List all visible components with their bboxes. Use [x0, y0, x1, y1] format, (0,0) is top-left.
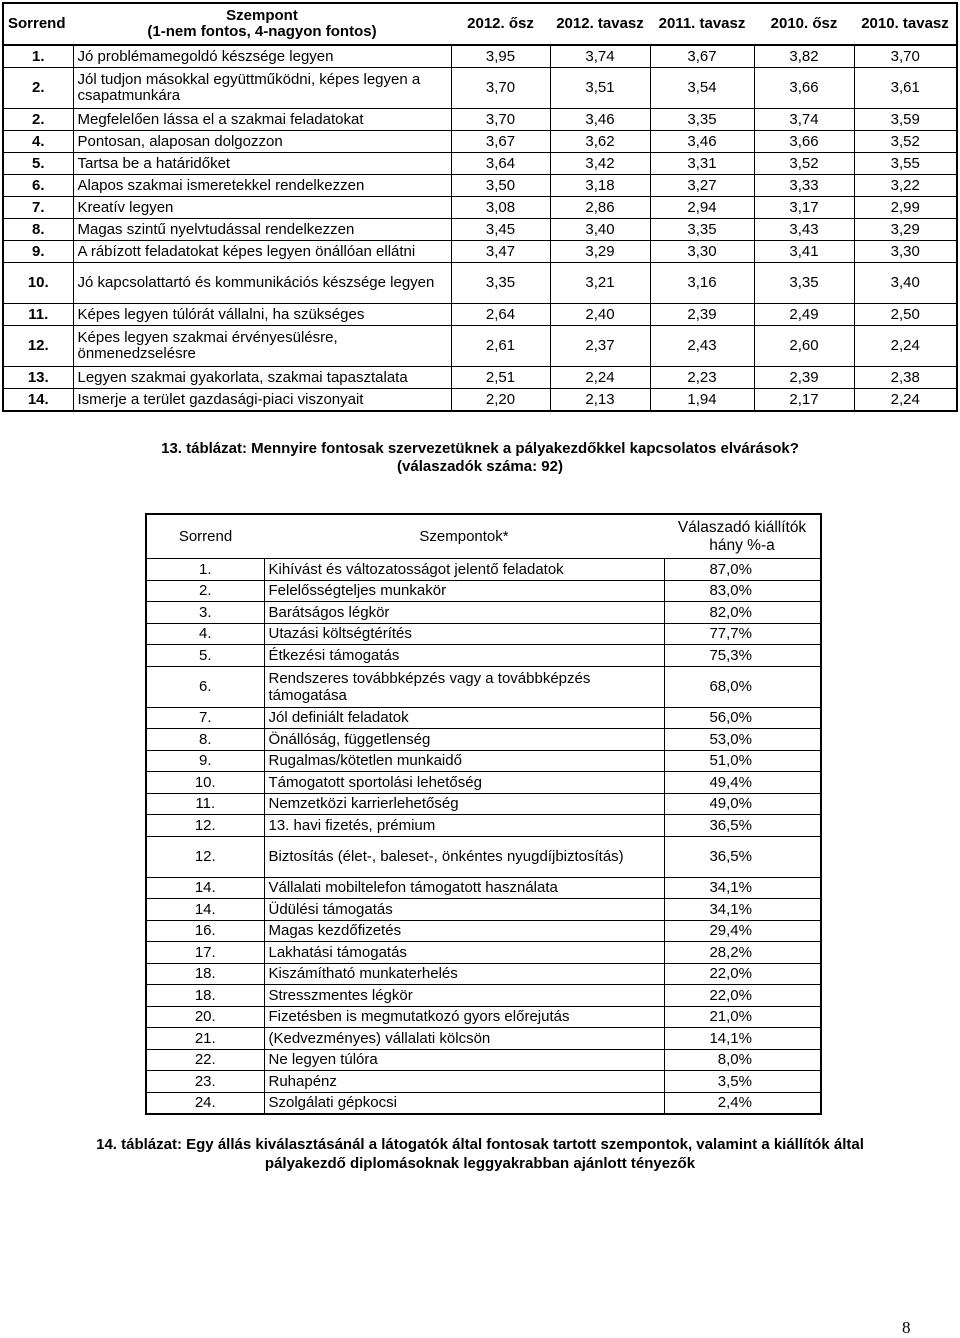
row-rank: 12. [3, 326, 73, 367]
row-rank: 10. [146, 772, 264, 794]
table-row [3, 304, 957, 326]
table-row [146, 559, 821, 581]
row-value: 2,20 [451, 389, 550, 412]
table-row [3, 219, 957, 241]
row-value: 3,22 [854, 175, 957, 197]
row-value: 2,43 [650, 326, 754, 367]
row-value: 2,24 [854, 326, 957, 367]
row-percentage: 34,1% [664, 899, 821, 921]
table-row [3, 241, 957, 263]
row-percentage: 87,0% [664, 559, 821, 581]
row-criterion: Támogatott sportolási lehetőség [264, 772, 664, 794]
row-value: 3,51 [550, 68, 650, 109]
table-row [146, 772, 821, 794]
row-value: 3,70 [451, 109, 550, 131]
table-row [146, 1049, 821, 1071]
page-number: 8 [902, 1318, 911, 1337]
row-value: 3,46 [650, 131, 754, 153]
row-value: 3,29 [854, 219, 957, 241]
table-row [146, 645, 821, 667]
table-row [3, 326, 957, 367]
row-value: 3,59 [854, 109, 957, 131]
row-value: 2,24 [550, 367, 650, 389]
table-row [146, 1071, 821, 1093]
table-row [146, 602, 821, 624]
table-row [146, 666, 821, 707]
row-criterion: Jól tudjon másokkal együttműködni, képes legyen a csapatmunkára [73, 68, 451, 109]
row-rank: 6. [146, 666, 264, 707]
row-percentage: 29,4% [664, 920, 821, 942]
row-rank: 23. [146, 1071, 264, 1093]
table-row [146, 707, 821, 729]
row-value: 3,74 [550, 45, 650, 68]
row-criterion: Ruhapénz [264, 1071, 664, 1093]
row-criterion: Legyen szakmai gyakorlata, szakmai tapasztalata [73, 367, 451, 389]
row-percentage: 2,4% [664, 1092, 821, 1114]
row-percentage: 8,0% [664, 1049, 821, 1071]
row-value: 2,64 [451, 304, 550, 326]
row-value: 2,24 [854, 389, 957, 412]
row-value: 3,82 [754, 45, 854, 68]
row-rank: 14. [3, 389, 73, 412]
row-percentage: 82,0% [664, 602, 821, 624]
row-criterion: A rábízott feladatokat képes legyen önállóan ellátni [73, 241, 451, 263]
row-criterion: Vállalati mobiltelefon támogatott használata [264, 877, 664, 899]
row-value: 3,67 [451, 131, 550, 153]
row-criterion: Magas kezdőfizetés [264, 920, 664, 942]
row-criterion: (Kedvezményes) vállalati kölcsön [264, 1028, 664, 1050]
row-rank: 11. [3, 304, 73, 326]
table-row [146, 580, 821, 602]
row-rank: 18. [146, 985, 264, 1007]
row-value: 3,46 [550, 109, 650, 131]
row-rank: 2. [3, 109, 73, 131]
row-rank: 3. [146, 602, 264, 624]
row-value: 3,35 [754, 263, 854, 304]
table-header-row [3, 3, 957, 45]
row-percentage: 49,4% [664, 772, 821, 794]
row-value: 3,42 [550, 153, 650, 175]
table-row [3, 389, 957, 412]
row-value: 3,47 [451, 241, 550, 263]
row-value: 3,52 [754, 153, 854, 175]
row-rank: 5. [146, 645, 264, 667]
row-rank: 5. [3, 153, 73, 175]
row-rank: 6. [3, 175, 73, 197]
row-value: 2,23 [650, 367, 754, 389]
row-value: 3,17 [754, 197, 854, 219]
header-percentage [664, 514, 821, 559]
row-value: 3,27 [650, 175, 754, 197]
table-row [3, 131, 957, 153]
row-value: 3,21 [550, 263, 650, 304]
row-value: 2,60 [754, 326, 854, 367]
row-rank: 18. [146, 963, 264, 985]
row-criterion: Barátságos légkör [264, 602, 664, 624]
row-value: 2,40 [550, 304, 650, 326]
row-value: 3,35 [451, 263, 550, 304]
header-2010-autumn: 2010. ősz [754, 3, 854, 45]
row-criterion: Képes legyen szakmai érvényesülésre, önmenedzselésre [73, 326, 451, 367]
row-rank: 1. [146, 559, 264, 581]
row-value: 3,66 [754, 68, 854, 109]
header-percentage-line2: hány %-a [709, 536, 775, 554]
table-row [3, 367, 957, 389]
row-criterion: Tartsa be a határidőket [73, 153, 451, 175]
row-percentage: 53,0% [664, 729, 821, 751]
row-value: 3,64 [451, 153, 550, 175]
row-value: 3,35 [650, 219, 754, 241]
header-criterion-line2: (1-nem fontos, 4-nagyon fontos) [147, 23, 377, 40]
row-percentage: 51,0% [664, 750, 821, 772]
row-percentage: 3,5% [664, 1071, 821, 1093]
row-value: 3,41 [754, 241, 854, 263]
row-value: 3,30 [650, 241, 754, 263]
table-row [3, 153, 957, 175]
table-row [146, 623, 821, 645]
row-percentage: 14,1% [664, 1028, 821, 1050]
row-value: 3,33 [754, 175, 854, 197]
table-row [146, 1092, 821, 1114]
row-criterion: Szolgálati gépkocsi [264, 1092, 664, 1114]
row-criterion: Ne legyen túlóra [264, 1049, 664, 1071]
header-2012-autumn: 2012. ősz [451, 3, 550, 45]
row-rank: 14. [146, 877, 264, 899]
row-rank: 4. [3, 131, 73, 153]
row-value: 3,55 [854, 153, 957, 175]
row-rank: 12. [146, 815, 264, 837]
row-criterion: Biztosítás (élet-, baleset-, önkéntes nyugdíjbiztosítás) [264, 836, 664, 877]
table14-caption-line1: 14. táblázat: Egy állás kiválasztásánál a látogatók által fontosak tartott szempontok, valamint a kiállítók által [96, 1136, 864, 1153]
row-rank: 1. [3, 45, 73, 68]
table13-caption: 13. táblázat: Mennyire fontosak szervezetüknek a pályakezdőkkel kapcsolatos elvárások? [161, 440, 799, 457]
table13-caption-sub: (válaszadók száma: 92) [397, 458, 563, 475]
row-value: 3,40 [550, 219, 650, 241]
row-value: 2,37 [550, 326, 650, 367]
row-criterion: Alapos szakmai ismeretekkel rendelkezzen [73, 175, 451, 197]
header-criterion [73, 3, 451, 45]
row-rank: 7. [3, 197, 73, 219]
row-value: 3,61 [854, 68, 957, 109]
row-value: 3,08 [451, 197, 550, 219]
row-value: 3,30 [854, 241, 957, 263]
table-row [146, 899, 821, 921]
table-row [3, 68, 957, 109]
table-row [146, 815, 821, 837]
row-percentage: 28,2% [664, 942, 821, 964]
row-value: 3,45 [451, 219, 550, 241]
row-rank: 14. [146, 899, 264, 921]
row-rank: 22. [146, 1049, 264, 1071]
table-row [146, 1028, 821, 1050]
row-percentage: 68,0% [664, 666, 821, 707]
expectations-table [2, 2, 958, 412]
row-value: 3,43 [754, 219, 854, 241]
row-percentage: 36,5% [664, 836, 821, 877]
row-percentage: 49,0% [664, 793, 821, 815]
row-criterion: 13. havi fizetés, prémium [264, 815, 664, 837]
table-row [146, 877, 821, 899]
row-value: 2,50 [854, 304, 957, 326]
row-value: 3,31 [650, 153, 754, 175]
row-value: 3,74 [754, 109, 854, 131]
row-value: 3,40 [854, 263, 957, 304]
row-rank: 16. [146, 920, 264, 942]
row-criterion: Kiszámítható munkaterhelés [264, 963, 664, 985]
row-criterion: Lakhatási támogatás [264, 942, 664, 964]
row-value: 3,52 [854, 131, 957, 153]
row-value: 3,18 [550, 175, 650, 197]
row-criterion: Jól definiált feladatok [264, 707, 664, 729]
row-percentage: 56,0% [664, 707, 821, 729]
table-row [146, 985, 821, 1007]
row-criterion: Stresszmentes légkör [264, 985, 664, 1007]
row-value: 2,51 [451, 367, 550, 389]
row-percentage: 22,0% [664, 963, 821, 985]
row-rank: 20. [146, 1006, 264, 1028]
row-value: 3,70 [451, 68, 550, 109]
row-value: 2,38 [854, 367, 957, 389]
row-percentage: 34,1% [664, 877, 821, 899]
row-criterion: Ismerje a terület gazdasági-piaci viszonyait [73, 389, 451, 412]
row-value: 3,95 [451, 45, 550, 68]
row-rank: 10. [3, 263, 73, 304]
row-percentage: 22,0% [664, 985, 821, 1007]
table-row [3, 45, 957, 68]
row-criterion: Kreatív legyen [73, 197, 451, 219]
row-rank: 12. [146, 836, 264, 877]
row-criterion: Jó problémamegoldó készsége legyen [73, 45, 451, 68]
row-rank: 2. [3, 68, 73, 109]
row-value: 2,61 [451, 326, 550, 367]
row-rank: 21. [146, 1028, 264, 1050]
row-criterion: Utazási költségtérítés [264, 623, 664, 645]
table-row [3, 175, 957, 197]
row-criterion: Rugalmas/kötetlen munkaidő [264, 750, 664, 772]
row-percentage: 83,0% [664, 580, 821, 602]
row-value: 3,16 [650, 263, 754, 304]
row-rank: 8. [146, 729, 264, 751]
row-value: 3,50 [451, 175, 550, 197]
row-value: 2,86 [550, 197, 650, 219]
row-value: 1,94 [650, 389, 754, 412]
row-value: 3,70 [854, 45, 957, 68]
row-criterion: Megfelelően lássa el a szakmai feladatokat [73, 109, 451, 131]
row-criterion: Jó kapcsolattartó és kommunikációs készsége legyen [73, 263, 451, 304]
table-row [146, 920, 821, 942]
header-2010-spring: 2010. tavasz [854, 3, 957, 45]
header-criteria: Szempontok* [264, 514, 664, 559]
row-rank: 17. [146, 942, 264, 964]
header-2011-spring: 2011. tavasz [650, 3, 754, 45]
header-criterion-line1: Szempont [226, 7, 298, 24]
row-percentage: 77,7% [664, 623, 821, 645]
row-value: 3,67 [650, 45, 754, 68]
table-row [146, 942, 821, 964]
row-rank: 24. [146, 1092, 264, 1114]
row-criterion: Magas szintű nyelvtudással rendelkezzen [73, 219, 451, 241]
row-value: 3,62 [550, 131, 650, 153]
row-value: 2,94 [650, 197, 754, 219]
table-row [146, 963, 821, 985]
row-value: 3,29 [550, 241, 650, 263]
row-value: 3,66 [754, 131, 854, 153]
row-value: 2,13 [550, 389, 650, 412]
row-criterion: Felelősségteljes munkakör [264, 580, 664, 602]
row-rank: 4. [146, 623, 264, 645]
row-criterion: Kihívást és változatosságot jelentő feladatok [264, 559, 664, 581]
row-rank: 9. [146, 750, 264, 772]
row-criterion: Étkezési támogatás [264, 645, 664, 667]
table-row [146, 750, 821, 772]
table-row [3, 109, 957, 131]
row-value: 3,35 [650, 109, 754, 131]
row-value: 2,39 [754, 367, 854, 389]
row-rank: 7. [146, 707, 264, 729]
table-header-row [146, 514, 821, 559]
row-criterion: Üdülési támogatás [264, 899, 664, 921]
row-value: 2,39 [650, 304, 754, 326]
row-percentage: 21,0% [664, 1006, 821, 1028]
row-criterion: Képes legyen túlórát vállalni, ha szükséges [73, 304, 451, 326]
table14-caption-line2: pályakezdő diplomásoknak leggyakrabban ajánlott tényezők [264, 1155, 696, 1172]
table-row [3, 197, 957, 219]
row-value: 2,17 [754, 389, 854, 412]
table-row [146, 1006, 821, 1028]
row-rank: 2. [146, 580, 264, 602]
row-rank: 8. [3, 219, 73, 241]
row-rank: 11. [146, 793, 264, 815]
row-percentage: 75,3% [664, 645, 821, 667]
header-rank: Sorrend [146, 514, 264, 559]
header-percentage-line1: Válaszadó kiállítók [677, 518, 807, 536]
header-rank: Sorrend [3, 3, 73, 45]
row-criterion: Fizetésben is megmutatkozó gyors előrejutás [264, 1006, 664, 1028]
row-rank: 13. [3, 367, 73, 389]
table-row [146, 836, 821, 877]
row-criterion: Önállóság, függetlenség [264, 729, 664, 751]
row-percentage: 36,5% [664, 815, 821, 837]
row-rank: 9. [3, 241, 73, 263]
criteria-table [145, 513, 822, 1115]
header-2012-spring: 2012. tavasz [550, 3, 650, 45]
row-value: 2,49 [754, 304, 854, 326]
row-value: 2,99 [854, 197, 957, 219]
table-row [3, 263, 957, 304]
table-row [146, 793, 821, 815]
row-criterion: Nemzetközi karrierlehetőség [264, 793, 664, 815]
row-criterion: Rendszeres továbbképzés vagy a továbbképzés támogatása [264, 666, 664, 707]
row-value: 3,54 [650, 68, 754, 109]
table-row [146, 729, 821, 751]
row-criterion: Pontosan, alaposan dolgozzon [73, 131, 451, 153]
